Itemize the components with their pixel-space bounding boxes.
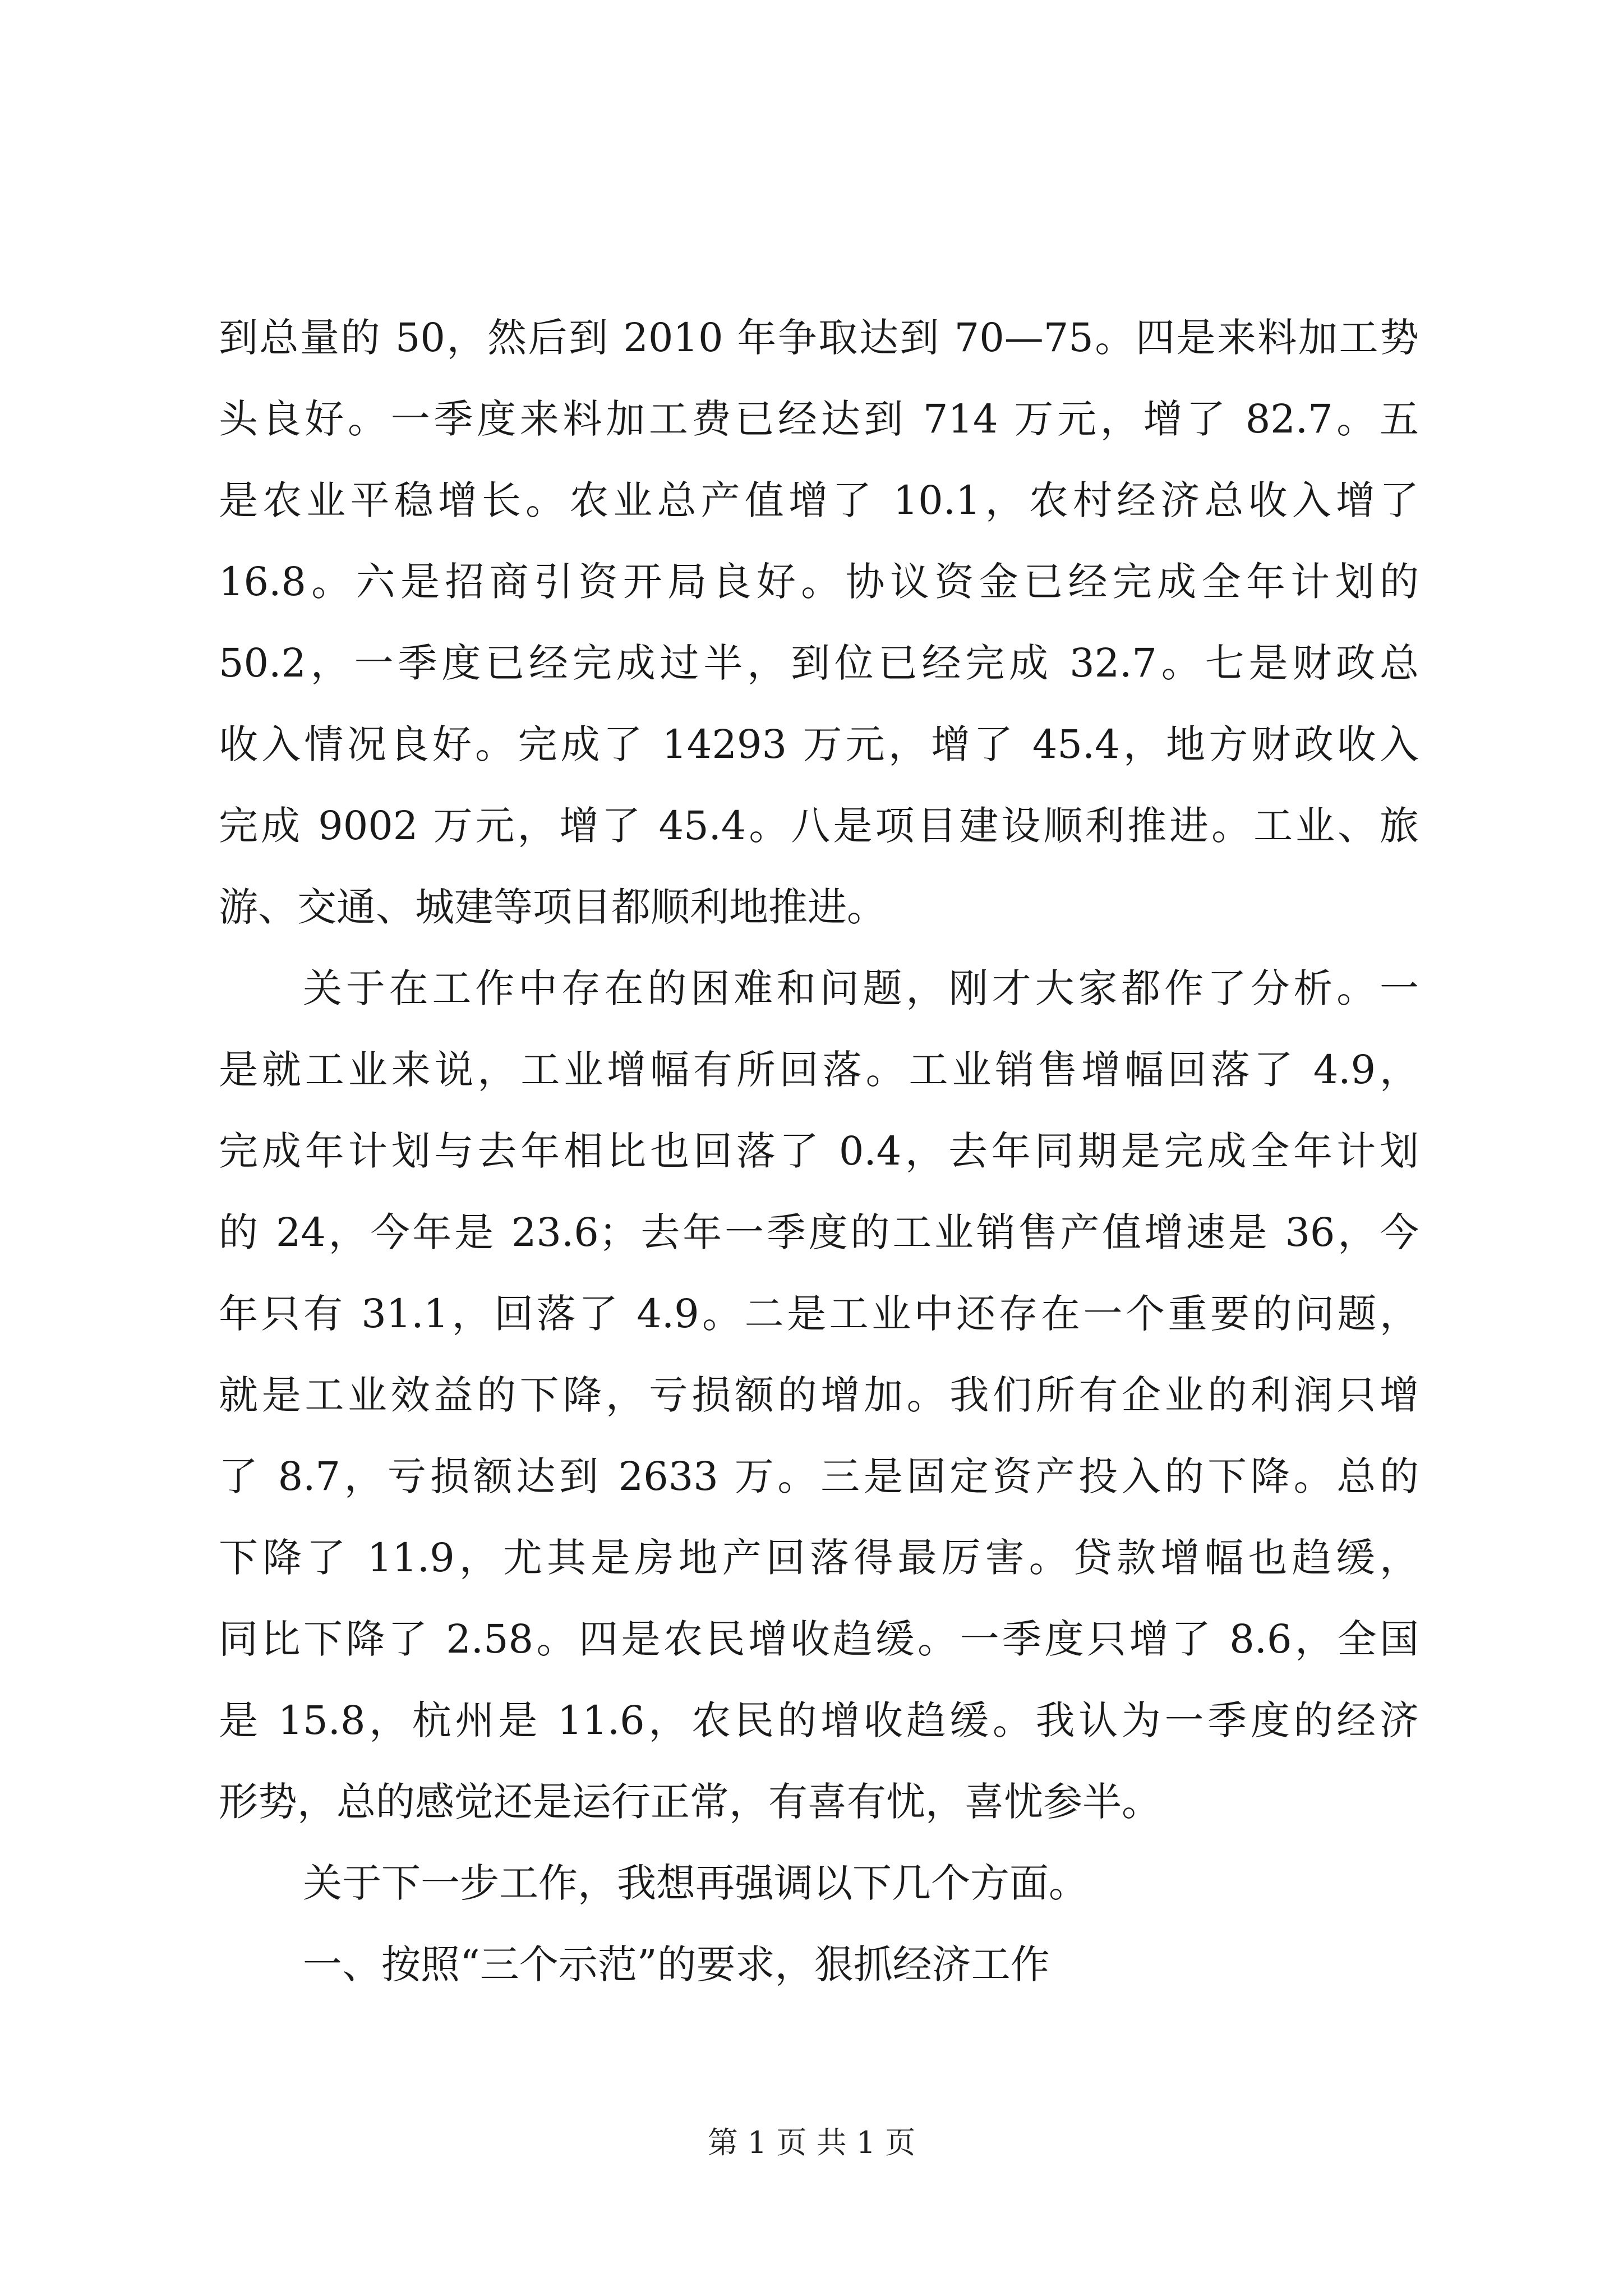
body-line: 完成年计划与去年相比也回落了 0.4，去年同期是完成全年计划: [219, 1128, 1419, 1174]
body-line: 完成 9002 万元，增了 45.4。八是项目建设顺利推进。工业、旅: [219, 803, 1419, 849]
paragraph-start-line: 关于在工作中存在的困难和问题，刚才大家都作了分析。一: [303, 965, 1419, 1011]
body-line: 的 24，今年是 23.6；去年一季度的工业销售产值增速是 36，今: [219, 1209, 1419, 1255]
body-line: 是 15.8，杭州是 11.6，农民的增收趋缓。我认为一季度的经济: [219, 1697, 1419, 1743]
body-line: 到总量的 50，然后到 2010 年争取达到 70—75。四是来料加工势: [219, 315, 1419, 361]
body-line: 同比下降了 2.58。四是农民增收趋缓。一季度只增了 8.6，全国: [219, 1616, 1419, 1662]
body-line: 是就工业来说，工业增幅有所回落。工业销售增幅回落了 4.9，: [219, 1047, 1419, 1093]
body-line: 16.8。六是招商引资开局良好。协议资金已经完成全年计划的: [219, 559, 1419, 605]
body-line: 了 8.7，亏损额达到 2633 万。三是固定资产投入的下降。总的: [219, 1453, 1419, 1499]
body-line: 头良好。一季度来料加工费已经达到 714 万元，增了 82.7。五: [219, 396, 1419, 442]
body-line: 是农业平稳增长。农业总产值增了 10.1，农村经济总收入增了: [219, 477, 1419, 523]
body-line: 收入情况良好。完成了 14293 万元，增了 45.4，地方财政收入: [219, 721, 1419, 767]
document-body: [219, 297, 1419, 2005]
body-line: 形势，总的感觉还是运行正常，有喜有忧，喜忧参半。: [219, 1779, 1161, 1825]
body-line: 游、交通、城建等项目都顺利地推进。: [219, 884, 886, 930]
body-line: 年只有 31.1，回落了 4.9。二是工业中还存在一个重要的问题，: [219, 1291, 1419, 1337]
paragraph-start-line: 关于下一步工作，我想再强调以下几个方面。: [303, 1860, 1088, 1906]
section-heading: 一、按照“三个示范”的要求，狠抓经济工作: [303, 1941, 1050, 1987]
page-number-footer: 第 1 页 共 1 页: [707, 2125, 916, 2160]
body-line: 就是工业效益的下降，亏损额的增加。我们所有企业的利润只增: [219, 1372, 1419, 1418]
body-line: 下降了 11.9，尤其是房地产回落得最厉害。贷款增幅也趋缓，: [219, 1535, 1419, 1581]
body-line: 50.2，一季度已经完成过半，到位已经完成 32.7。七是财政总: [219, 640, 1419, 686]
